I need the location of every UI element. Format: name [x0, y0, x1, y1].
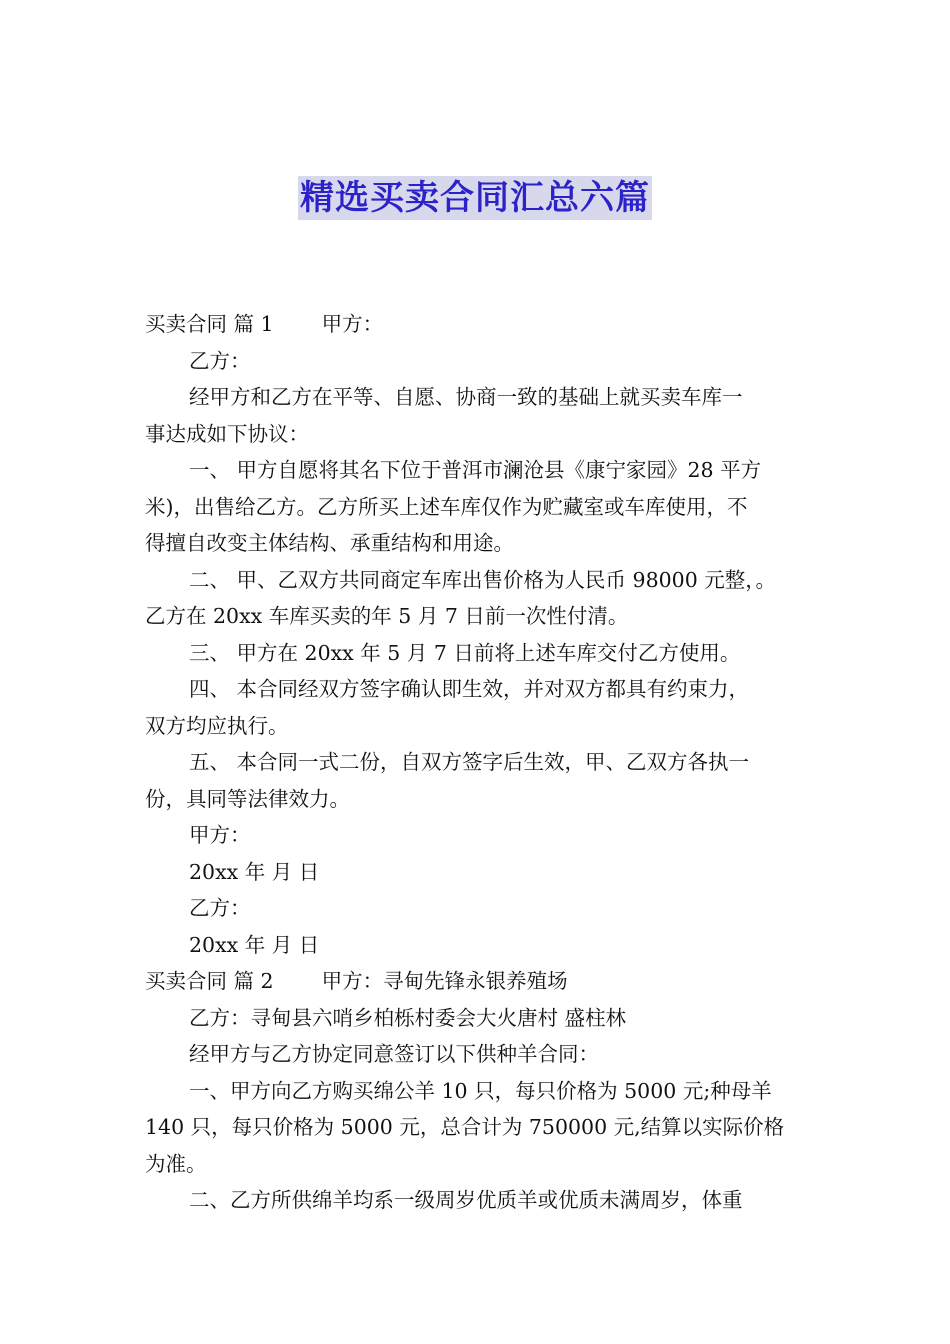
text-line: 事达成如下协议： [145, 421, 309, 446]
text-line: 为准。 [145, 1151, 207, 1176]
text-line: 得擅自改变主体结构、承重结构和用途。 [145, 531, 514, 555]
text-line: 二、乙方所供绵羊均系一级周岁优质羊或优质未满周岁，体重 [189, 1188, 743, 1212]
text-line: 经甲方和乙方在平等、自愿、协商一致的基础上就买卖车库一 [189, 385, 743, 409]
text-line: 二、 甲、乙双方共同商定车库出售价格为人民币 98000 元整，。 [189, 567, 777, 592]
text-line: 买卖合同 篇 2 甲方：寻甸先锋永银养殖场 [145, 969, 568, 993]
text-line: 米)，出售给乙方。乙方所买上述车库仅作为贮藏室或车库使用，不 [145, 494, 748, 519]
text-line: 一、 甲方自愿将其名下位于普洱市澜沧县《康宁家园》28 平方 [189, 458, 762, 482]
text-line: 五、 本合同一式二份，自双方签字后生效，甲、乙双方各执一 [189, 750, 750, 774]
text-line: 经甲方与乙方协定同意签订以下供种羊合同： [189, 1042, 599, 1066]
text-line: 乙方：寻甸县六哨乡柏栎村委会大火唐村 盛柱林 [189, 1005, 627, 1030]
text-line: 20xx 年 月 日 [189, 859, 320, 884]
title-container [0, 176, 950, 220]
text-line: 双方均应执行。 [145, 713, 289, 738]
text-line: 一、甲方向乙方购买绵公羊 10 只，每只价格为 5000 元;种母羊 [189, 1078, 772, 1103]
text-line: 乙方： [189, 896, 251, 920]
document-body [145, 306, 810, 1219]
text-line: 三、 甲方在 20xx 年 5 月 7 日前将上述车库交付乙方使用。 [189, 640, 741, 665]
text-line: 甲方： [189, 823, 251, 847]
text-line: 买卖合同 篇 1 甲方： [145, 312, 384, 336]
text-line: 20xx 年 月 日 [189, 932, 320, 957]
document-title: 精选买卖合同汇总六篇 [300, 178, 650, 218]
text-line: 份，具同等法律效力。 [145, 786, 350, 811]
text-line: 乙方在 20xx 车库买卖的年 5 月 7 日前一次性付清。 [145, 604, 629, 628]
text-line: 乙方： [189, 348, 251, 373]
text-line: 四、 本合同经双方签字确认即生效，并对双方都具有约束力， [189, 677, 750, 701]
text-line: 140 只，每只价格为 5000 元，总合计为 750000 元,结算以实际价格 [145, 1115, 785, 1139]
